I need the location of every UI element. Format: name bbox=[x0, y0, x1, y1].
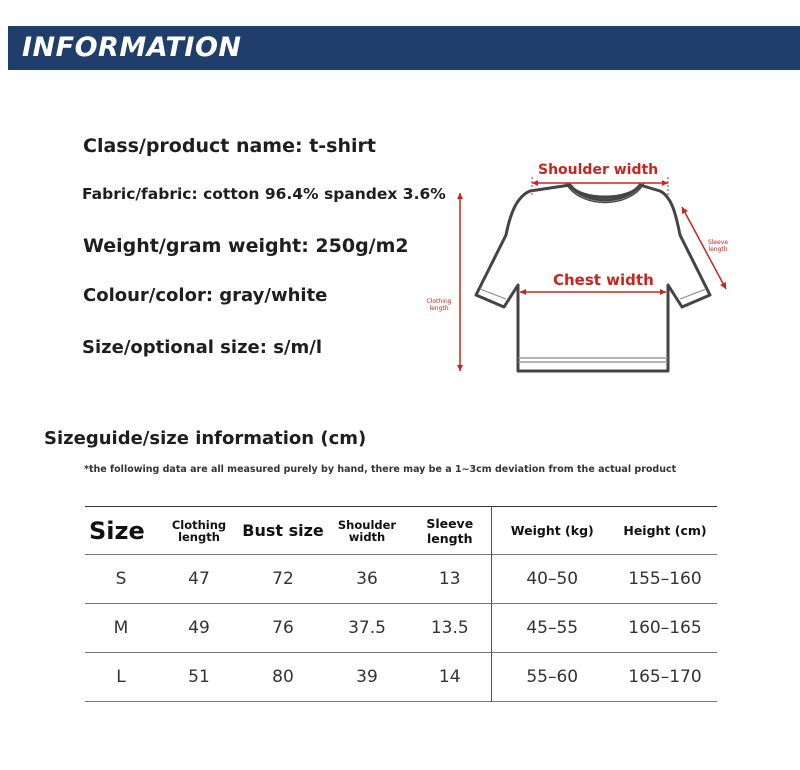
table-header-row bbox=[85, 507, 717, 555]
shoulder-width-label: Shoulder width bbox=[538, 162, 659, 178]
header-shoulder-width: Shoulder width bbox=[337, 517, 397, 544]
header-size: Size bbox=[89, 516, 145, 545]
header-bust-size: Bust size bbox=[242, 521, 324, 540]
header-weight: Weight (kg) bbox=[491, 507, 613, 555]
cell-sleeve: 13.5 bbox=[430, 618, 469, 638]
tshirt-illustration bbox=[420, 155, 740, 385]
header-accent bbox=[0, 26, 8, 70]
cell-height: 165–170 bbox=[628, 667, 702, 687]
weight-info: Weight/gram weight: 250g/m2 bbox=[83, 235, 409, 257]
cell-height: 155–160 bbox=[628, 569, 702, 589]
cell-size: S bbox=[115, 569, 127, 589]
cell-shoulder: 39 bbox=[356, 667, 378, 687]
product-name: Class/product name: t-shirt bbox=[83, 135, 376, 157]
cell-shoulder: 36 bbox=[356, 569, 378, 589]
cell-size: L bbox=[116, 667, 126, 687]
colour-info: Colour/color: gray/white bbox=[83, 285, 328, 306]
table-row bbox=[85, 653, 717, 702]
cell-size: M bbox=[113, 618, 129, 638]
cell-bust: 80 bbox=[272, 667, 294, 687]
cell-weight: 45–55 bbox=[491, 604, 613, 653]
sleeve-length-label: Sleeve length bbox=[707, 239, 729, 253]
size-table bbox=[85, 506, 717, 702]
cell-weight: 40–50 bbox=[491, 555, 613, 604]
size-info: Size/optional size: s/m/l bbox=[82, 337, 323, 358]
cell-clothing-length: 49 bbox=[188, 618, 210, 638]
cell-sleeve: 14 bbox=[438, 667, 461, 687]
header-accent-stripe bbox=[8, 26, 12, 70]
table-row bbox=[85, 604, 717, 653]
header-title: INFORMATION bbox=[22, 32, 242, 63]
tshirt-diagram bbox=[420, 155, 740, 385]
cell-bust: 76 bbox=[272, 618, 294, 638]
header-height: Height (cm) bbox=[623, 523, 707, 538]
header-sleeve-length: Sleeve length bbox=[426, 515, 474, 546]
cell-sleeve: 13 bbox=[438, 569, 461, 589]
cell-weight: 55–60 bbox=[491, 653, 613, 702]
size-guide-title: Sizeguide/size information (cm) bbox=[44, 428, 367, 449]
fabric-info: Fabric/fabric: cotton 96.4% spandex 3.6% bbox=[82, 185, 446, 203]
chest-width-label: Chest width bbox=[553, 271, 654, 289]
cell-bust: 72 bbox=[272, 569, 294, 589]
table-row bbox=[85, 555, 717, 604]
cell-shoulder: 37.5 bbox=[348, 618, 386, 638]
cell-height: 160–165 bbox=[628, 618, 702, 638]
size-guide-note: *the following data are all measured purely by hand, there may be a 1~3cm deviation from the actual product bbox=[84, 464, 677, 475]
cell-clothing-length: 47 bbox=[188, 569, 210, 589]
clothing-length-label: Clothing length bbox=[426, 298, 452, 312]
cell-clothing-length: 51 bbox=[188, 667, 210, 687]
header-clothing-length: Clothing length bbox=[171, 517, 227, 544]
